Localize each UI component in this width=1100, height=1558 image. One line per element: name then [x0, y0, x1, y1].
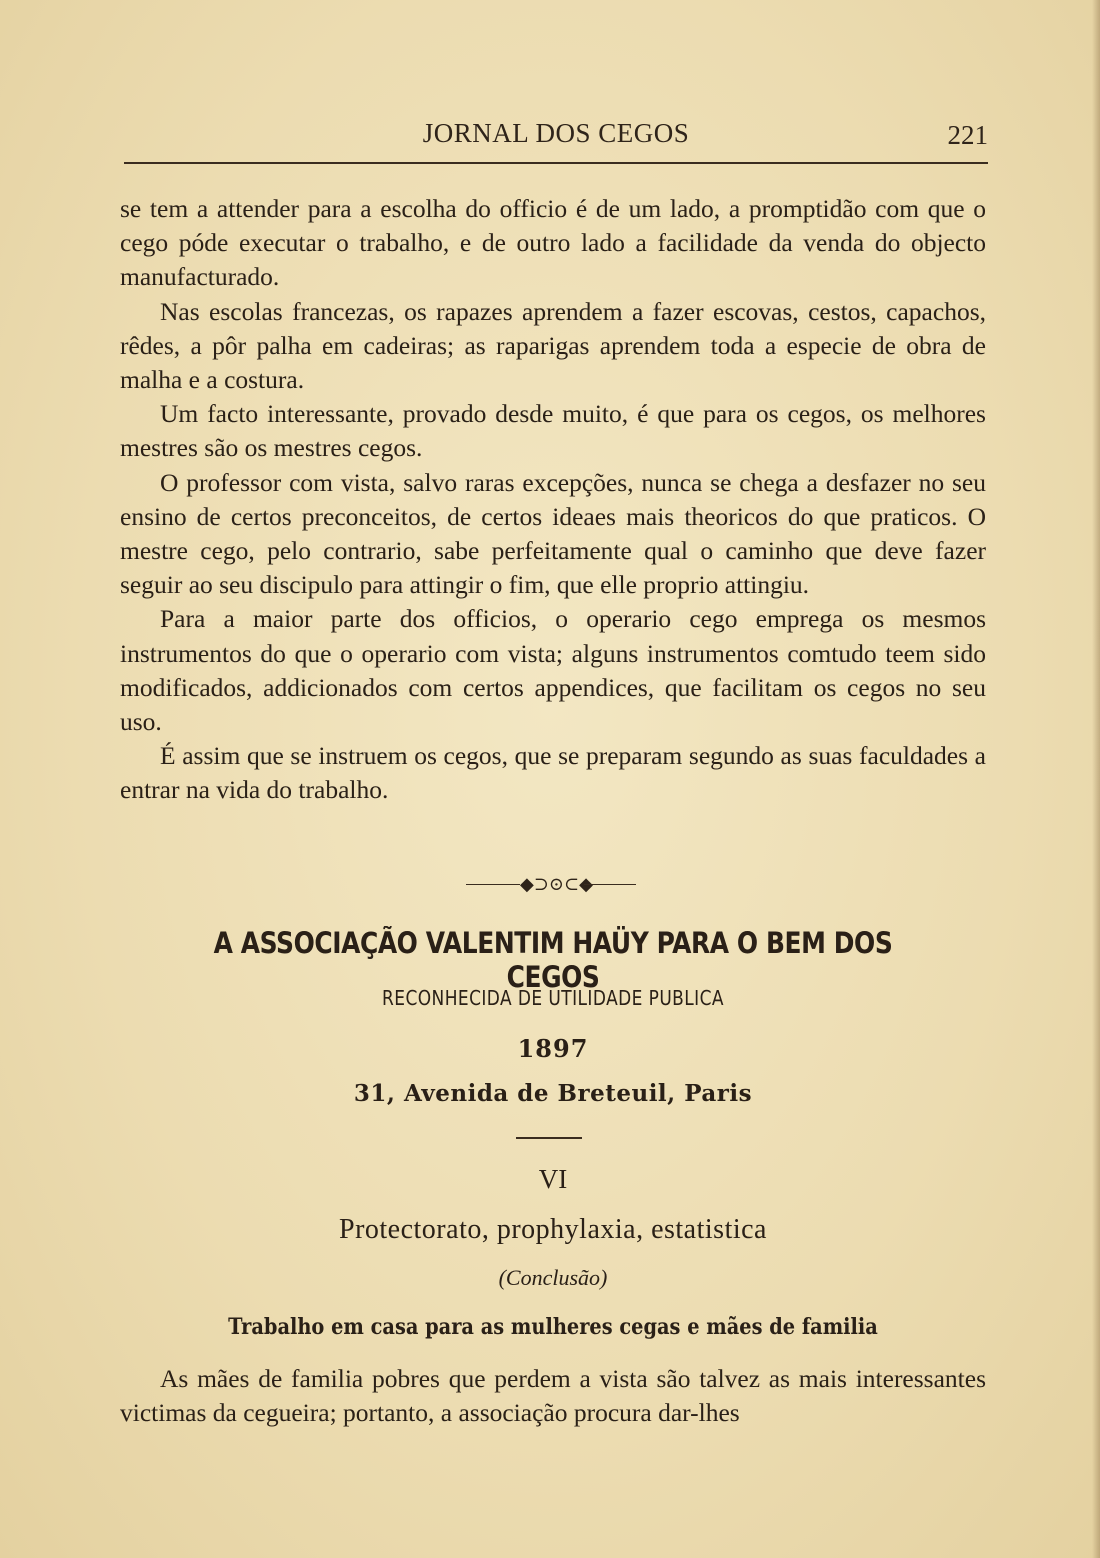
- body-text: [120, 192, 986, 808]
- running-title: JORNAL DOS CEGOS: [422, 118, 690, 148]
- chapter-note: (Conclusão): [498, 1265, 608, 1290]
- section-year: 1897: [517, 1034, 589, 1063]
- short-rule: [516, 1137, 582, 1139]
- ornament-rule-left: [466, 884, 520, 885]
- page-number: 221: [947, 120, 988, 150]
- paragraph: Nas escolas francezas, os rapazes aprendem a fazer escovas, cestos, capachos, rêdes, a pôr palha em cadeiras; as raparigas aprendem toda a especie de obra de malha e a costura.: [120, 296, 986, 395]
- ornament-rule-right: [584, 884, 636, 885]
- section-ornament: [466, 872, 636, 896]
- paragraph: As mães de familia pobres que perdem a vista são talvez as mais interessantes victimas da cegueira; portanto, a associação procura dar-lhes: [120, 1364, 986, 1428]
- section-title: A ASSOCIAÇÃO VALENTIM HAÜY PARA O BEM DOS CEGOS: [213, 926, 893, 994]
- section-subtitle: RECONHECIDA DE UTILIDADE PUBLICA: [382, 986, 724, 1010]
- page-header: [124, 118, 988, 158]
- chapter-number: VI: [538, 1164, 568, 1194]
- page-edge-shadow: [1092, 0, 1100, 1558]
- final-text: [120, 1362, 986, 1430]
- paragraph: O professor com vista, salvo raras excepções, nunca se chega a desfazer no seu ensino de certos preconceitos, de certos ideaes mais theoricos do que praticos. O mestre cego, pelo contrario, sabe perfeitamente qual o caminho que deve fazer seguir ao seu discipulo para attingir o fim, que elle proprio attingiu.: [120, 467, 986, 600]
- ornament-glyph: ◆⊃⊙⊂◆: [520, 874, 593, 894]
- paragraph-continuation: se tem a attender para a escolha do officio é de um lado, a promptidão com que o cego póde executar o trabalho, e de outro lado a facilidade da venda do objecto manufacturado.: [120, 194, 986, 292]
- subheading: Trabalho em casa para as mulheres cegas e mães de familia: [228, 1314, 878, 1340]
- chapter-title: Protectorato, prophylaxia, estatistica: [339, 1214, 767, 1245]
- paragraph: É assim que se instruem os cegos, que se preparam segundo as suas faculdades a entrar na vida do trabalho.: [120, 741, 986, 805]
- paragraph: Para a maior parte dos officios, o operario cego emprega os mesmos instrumentos do que o operario com vista; alguns instrumentos comtudo teem sido modificados, addicionados com certos appendices, que facilitam os cegos no seu uso.: [120, 604, 986, 737]
- header-rule: [124, 162, 988, 164]
- section-address: 31, Avenida de Breteuil, Paris: [353, 1080, 753, 1107]
- paragraph: Um facto interessante, provado desde muito, é que para os cegos, os melhores mestres são os mestres cegos.: [120, 399, 986, 463]
